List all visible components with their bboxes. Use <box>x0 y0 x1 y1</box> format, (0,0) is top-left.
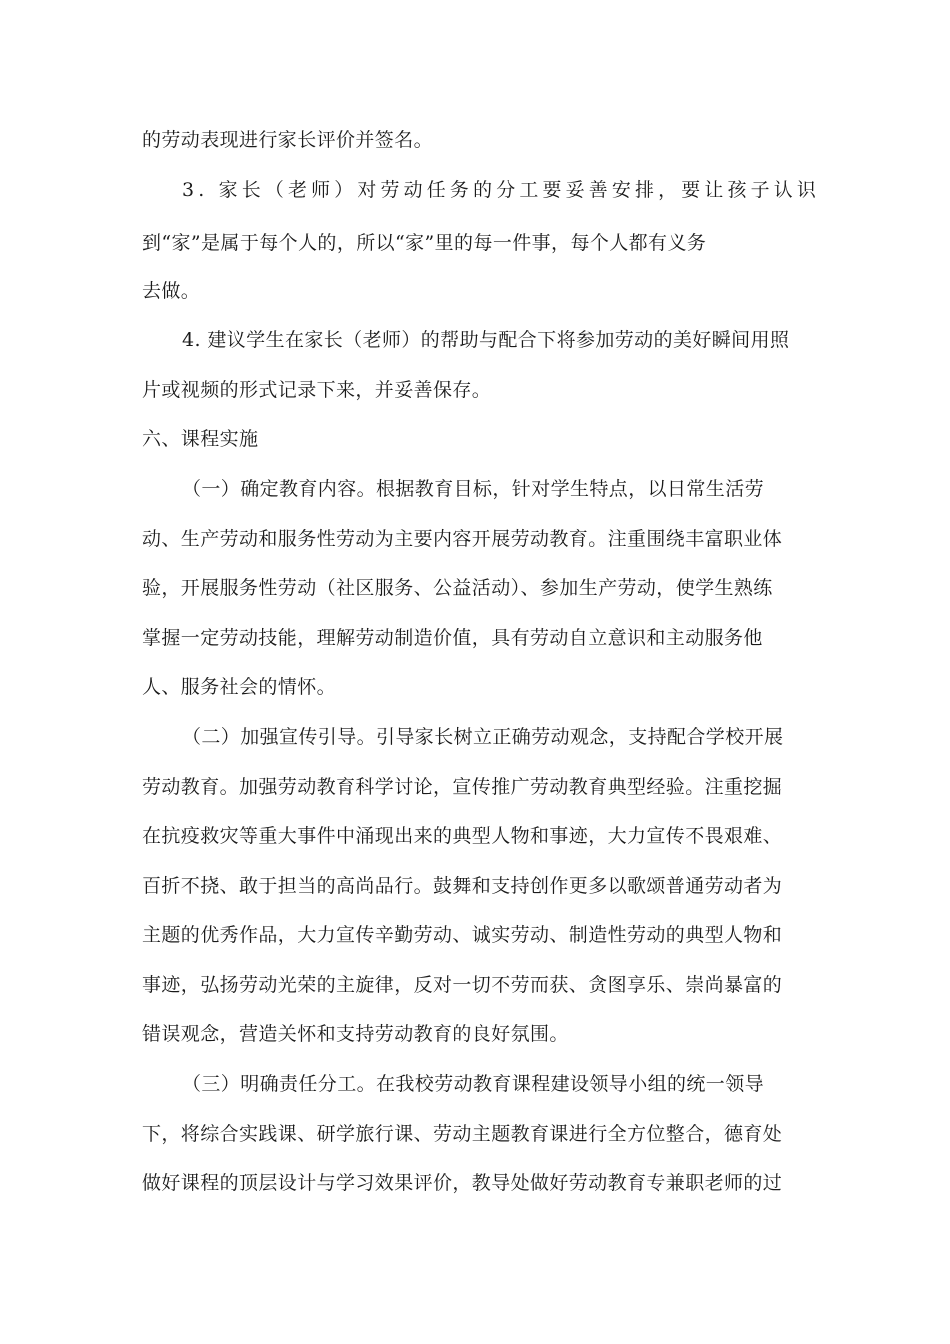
text-line: 3. 家长（老师）对劳动任务的分工要妥善安排，要让孩子认识 <box>182 179 821 201</box>
text-line: 去做。 <box>142 280 201 302</box>
text-line: 事迹，弘扬劳动光荣的主旋律，反对一切不劳而获、贪图享乐、崇尚暴富的 <box>142 974 783 996</box>
text-line: 到“家”是属于每个人的，所以“家”里的每一件事，每个人都有义务 <box>142 232 707 254</box>
text-line: 4. 建议学生在家长（老师）的帮助与配合下将参加劳动的美好瞬间用照 <box>182 329 790 351</box>
text-line: 在抗疫救灾等重大事件中涌现出来的典型人物和事迹，大力宣传不畏艰难、 <box>142 825 783 847</box>
text-line: 的劳动表现进行家长评价并签名。 <box>142 129 434 151</box>
text-line: 掌握一定劳动技能，理解劳动制造价值，具有劳动自立意识和主动服务他 <box>142 627 763 649</box>
text-line: 做好课程的顶层设计与学习效果评价，教导处做好劳动教育专兼职老师的过 <box>142 1172 783 1194</box>
text-line: 片或视频的形式记录下来，并妥善保存。 <box>142 379 492 401</box>
text-line: （二）加强宣传引导。引导家长树立正确劳动观念，支持配合学校开展 <box>182 726 784 748</box>
text-line: （一）确定教育内容。根据教育目标，针对学生特点，以日常生活劳 <box>182 478 765 500</box>
text-line: 百折不挠、敢于担当的高尚品行。鼓舞和支持创作更多以歌颂普通劳动者为 <box>142 875 783 897</box>
text-line: 验，开展服务性劳动（社区服务、公益活动）、参加生产劳动，使学生熟练 <box>142 577 773 599</box>
text-line: 主题的优秀作品，大力宣传辛勤劳动、诚实劳动、制造性劳动的典型人物和 <box>142 924 783 946</box>
text-line: 错误观念，营造关怀和支持劳动教育的良好氛围。 <box>142 1023 569 1045</box>
text-line: （三）明确责任分工。在我校劳动教育课程建设领导小组的统一领导 <box>182 1073 765 1095</box>
text-line: 人、服务社会的情怀。 <box>142 676 337 698</box>
section-heading: 六、课程实施 <box>142 428 259 450</box>
text-line: 动、生产劳动和服务性劳动为主要内容开展劳动教育。注重围绕丰富职业体 <box>142 528 783 550</box>
text-line: 下，将综合实践课、研学旅行课、劳动主题教育课进行全方位整合，德育处 <box>142 1123 783 1145</box>
text-line: 劳动教育。加强劳动教育科学讨论，宣传推广劳动教育典型经验。注重挖掘 <box>142 776 783 798</box>
